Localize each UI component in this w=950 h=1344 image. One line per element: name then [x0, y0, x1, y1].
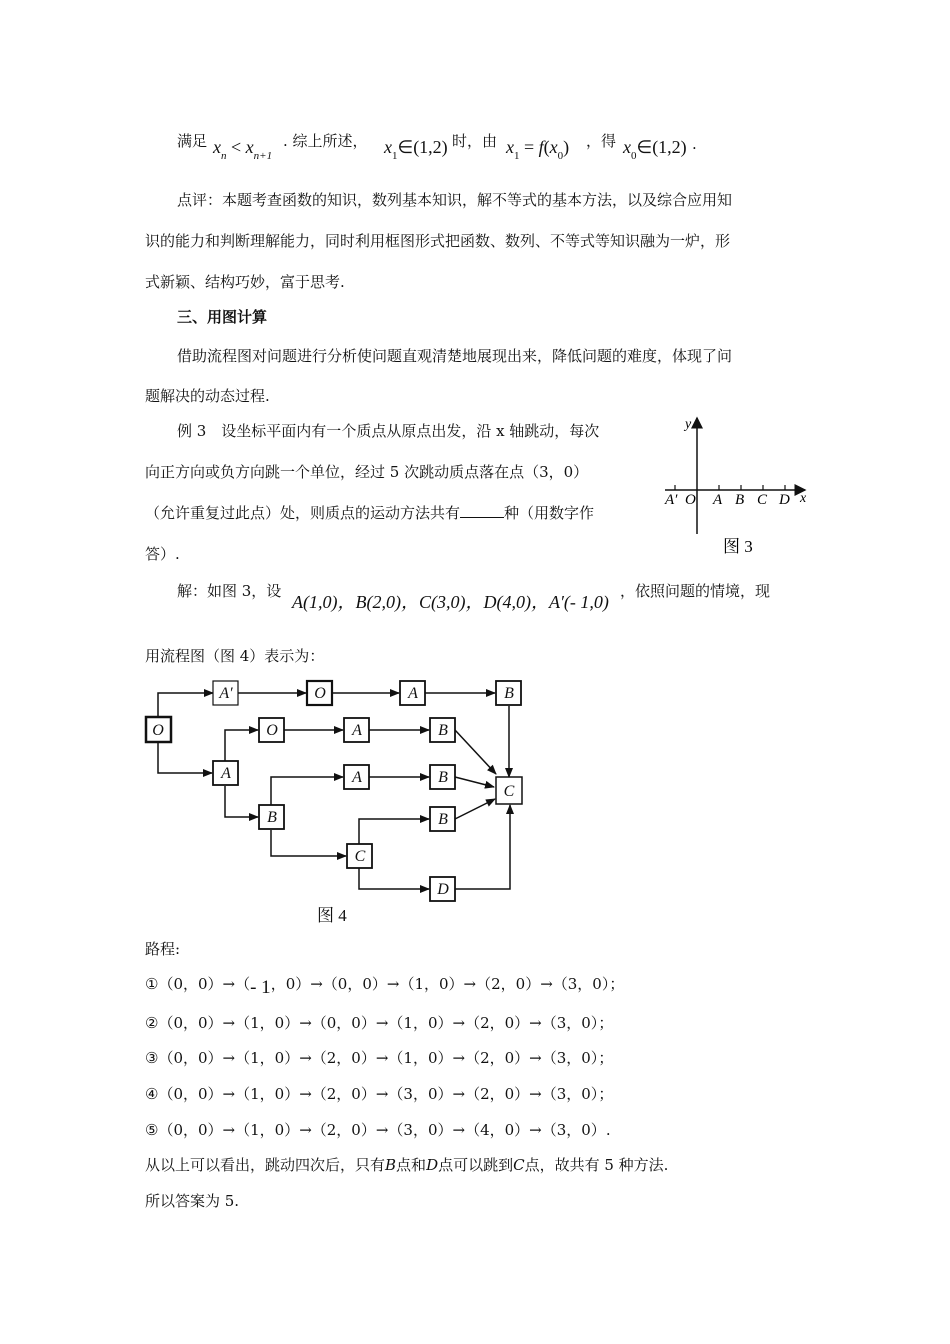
example-line-2: 向正方向或负方向跳一个单位，经过 5 次跳动质点落在点（3，0）: [145, 463, 589, 481]
line-satisfy: 满足: [177, 132, 208, 150]
line-get: ，得: [586, 132, 617, 150]
paths-title: 路程:: [145, 940, 181, 958]
svg-text:B: B: [504, 685, 514, 702]
svg-text:A: A: [408, 685, 418, 702]
example-line-1: 例 3 设坐标平面内有一个质点从原点出发，沿 x 轴跳动，每次: [177, 422, 600, 440]
comment-line-1: 点评：本题考查函数的知识，数列基本知识，解不等式的基本方法，以及综合应用知: [177, 191, 733, 209]
math-xn-lt-xn1: $x_n < x_{n+1}$: [213, 137, 273, 162]
path-4: ④（0，0）→（1，0）→（2，0）→（3，0）→（2，0）→（3，0）；: [145, 1085, 614, 1103]
answer-blank: [460, 505, 504, 518]
figure-4-caption: 图 4: [317, 906, 347, 925]
svg-text:B: B: [438, 722, 448, 739]
example-line-4: 答）.: [145, 545, 180, 563]
svg-text:A: A: [221, 765, 231, 782]
svg-text:A: A: [352, 722, 362, 739]
math-x1-eq-fx0: $x_1 = f(x_0)$: [506, 137, 570, 162]
path-1: ①（0，0）→（- 1，0）→（0，0）→（1，0）→（2，0）→（3，0）；: [145, 975, 625, 998]
svg-text:O: O: [266, 722, 278, 739]
point-a-prime: A′: [665, 492, 678, 508]
svg-text:B: B: [267, 809, 277, 826]
conclusion-line: 从以上可以看出，跳动四次后，只有B点和D点可以跳到C点，故共有 5 种方法.: [145, 1156, 669, 1174]
point-b: B: [735, 492, 745, 508]
svg-text:A′: A′: [219, 685, 233, 702]
answer-line: 所以答案为 5.: [145, 1192, 240, 1210]
svg-text:C: C: [354, 848, 366, 865]
line1-period: .: [692, 135, 697, 153]
point-a: A: [713, 492, 723, 508]
svg-text:B: B: [438, 769, 448, 786]
section-title: 三、用图计算: [177, 308, 268, 326]
comment-line-3: 式新颖、结构巧妙，富于思考.: [145, 273, 345, 291]
intro-line-1: 借助流程图对问题进行分析使问题直观清楚地展现出来，降低问题的难度，体现了问: [177, 347, 733, 365]
solution-points: A(1,0)，B(2,0)，C(3,0)，D(4,0)，A′(- 1,0): [292, 592, 609, 612]
svg-text:B: B: [438, 811, 448, 828]
svg-text:O: O: [314, 685, 326, 702]
point-c: C: [757, 492, 768, 508]
figure-4-flowchart: [140, 670, 540, 930]
path-5: ⑤（0，0）→（1，0）→（2，0）→（3，0）→（4，0）→（3，0）.: [145, 1121, 611, 1139]
solution-prefix: 解：如图 3，设: [177, 582, 282, 600]
svg-text:D: D: [437, 881, 449, 898]
line-time-by: 时，由: [452, 132, 498, 150]
example-line-3: （允许重复过此点）处，则质点的运动方法共有 种（用数字作: [145, 504, 595, 522]
y-axis-label: y: [685, 417, 692, 432]
solution-suffix: ，依照问题的情境，现: [620, 582, 771, 600]
svg-text:C: C: [503, 783, 515, 800]
x-axis-label: x: [800, 491, 807, 506]
math-x1-in-interval: $x_1\in(1,2)$: [384, 137, 448, 162]
comment-line-2: 识的能力和判断理解能力，同时利用框图形式把函数、数列、不等式等知识融为一炉，形: [145, 232, 731, 250]
point-o: O: [685, 492, 696, 508]
path-2: ②（0，0）→（1，0）→（0，0）→（1，0）→（2，0）→（3，0）；: [145, 1014, 614, 1032]
figure-3-axes: [655, 414, 815, 564]
math-x0-in-interval: $x_0\in(1,2)$: [623, 137, 687, 162]
svg-text:O: O: [152, 722, 164, 739]
solution-line-2: 用流程图（图 4）表示为：: [145, 647, 325, 665]
line-summary: . 综上所述，: [283, 132, 368, 150]
svg-text:A: A: [352, 769, 362, 786]
path-3: ③（0，0）→（1，0）→（2，0）→（1，0）→（2，0）→（3，0）；: [145, 1049, 614, 1067]
figure-3-caption: 图 3: [723, 537, 753, 556]
point-d: D: [779, 492, 790, 508]
intro-line-2: 题解决的动态过程.: [145, 387, 270, 405]
